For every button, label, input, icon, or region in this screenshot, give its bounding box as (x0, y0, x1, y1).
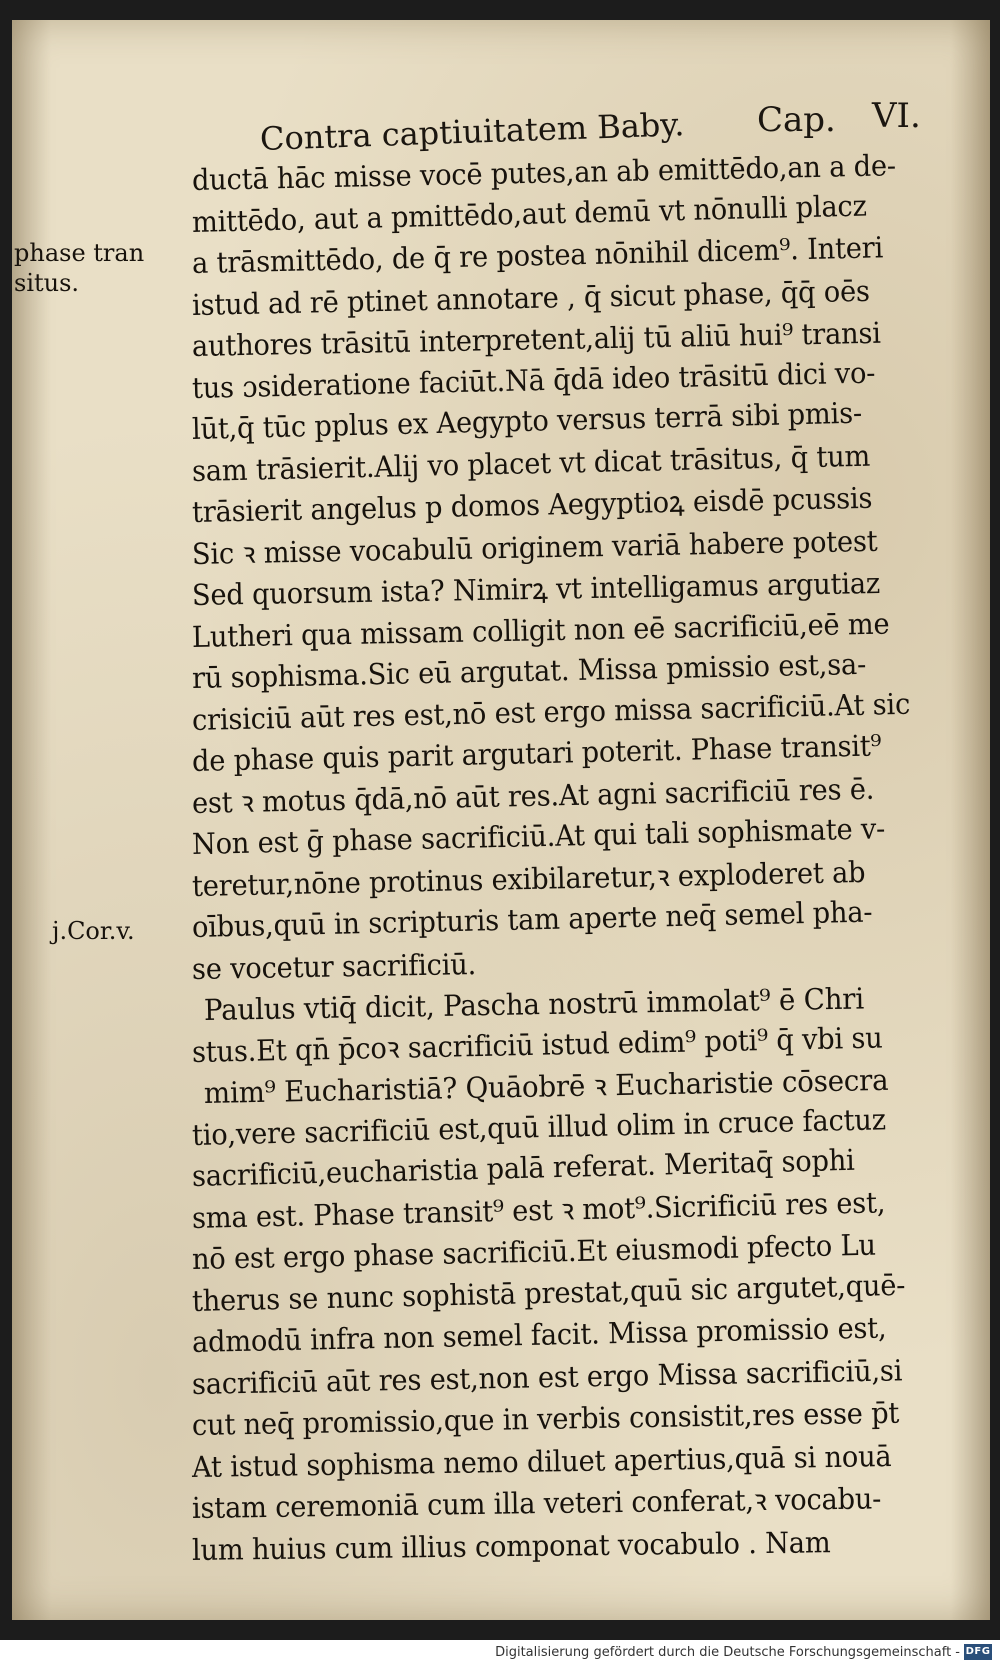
text-line: sacrificiū,eucharistia palā referat. Meritaq̄ sophi (191, 1142, 856, 1193)
margin-note-corinthians: j.Cor.v. (52, 917, 135, 945)
text-line: Sic ꝛ misse vocabulū originem variā habere potest (191, 523, 878, 571)
running-head: Contra captiuitatem Baby. (259, 105, 685, 158)
text-line: est ꝛ motus q̄dā,nō aūt res.At agni sacrificiū res ē. (191, 771, 875, 820)
text-line: se vocetur sacrificiū. (191, 946, 477, 986)
text-line: istam ceremoniā cum illa veteri conferat,ꝛ vocabu- (191, 1481, 882, 1525)
digitization-footer (0, 1640, 1000, 1668)
text-line: Lutheri qua missam colligit non eē sacrificiū,eē me (191, 606, 890, 654)
text-line: trāsierit angelus p domos Aegyptioꝝ eisdē pcussis (191, 480, 873, 529)
margin-note-situs: situs. (14, 269, 80, 297)
text-line: stus.Et qn̄ p̄coꝛ sacrificiū istud edim⁹ poti⁹ q̄ vbi su (191, 1020, 883, 1069)
chapter-label: Cap. (757, 100, 836, 140)
text-line: lum huius cum illius componat vocabulo . Nam (191, 1524, 831, 1567)
text-line: a trāsmittēdo, de q̄ re postea nōnihil dicem⁹. Interi (191, 230, 884, 280)
text-line: mim⁹ Eucharistiā? Quāobrē ꝛ Eucharistie cōsecra (203, 1062, 889, 1110)
body-text (191, 148, 1000, 1571)
text-line: therus se nunc sophistā prestat,quū sic argutet,quē- (191, 1267, 906, 1318)
text-line: mittēdo, aut a pmittēdo,aut demū vt nōnulli placz (191, 188, 868, 239)
text-line: authores trāsitū interpretent,alij tū aliū hui⁹ transi (191, 315, 882, 363)
text-line: istud ad rē ptinet annotare , q̄ sicut phase, q̄q̄ oēs (191, 273, 871, 322)
text-line: sam trāsierit.Alij vo placet vt dicat trāsitus, q̄ tum (191, 438, 871, 488)
text-line: Non est ḡ phase sacrificiū.At qui tali sophismate v- (191, 811, 886, 861)
funding-notice: Digitalisierung gefördert durch die Deutsche Forschungsgemeinschaft - (495, 1645, 960, 1660)
text-line: At istud sophisma nemo diluet apertius,quā si nouā (191, 1438, 892, 1484)
text-line: de phase quis parit argutari poterit. Phase transit⁹ (191, 728, 882, 778)
text-line: oībus,quū in scripturis tam aperte neq̄ semel pha- (191, 894, 873, 944)
chapter-number: VI. (872, 96, 921, 136)
text-line: tio,vere sacrificiū est,quū illud olim in cruce factuz (191, 1101, 887, 1152)
book-page (12, 20, 990, 1620)
margin-note-phase: phase tran (14, 239, 145, 267)
dfg-logo: DFG (964, 1644, 992, 1660)
text-line: nō est ergo phase sacrificiū.Et eiusmodi pfecto Lu (191, 1227, 877, 1276)
text-line: Sed quorsum ista? Nimirꝝ vt intelligamus argutiaz (191, 565, 881, 612)
text-line: tus ɔsideratione faciūt.Nā q̄dā ideo trāsitū dici vo- (191, 355, 876, 405)
text-line: cut neq̄ promissio,que in verbis consistit,res esse p̄t (191, 1395, 900, 1442)
text-line: crisiciū aūt res est,nō est ergo missa sacrificiū.At sic (191, 686, 911, 737)
text-line: teretur,nōne protinus exibilaretur,ꝛ exploderet ab (191, 854, 866, 903)
text-line: ductā hāc misse vocē putes,an ab emittēdo,an a de- (191, 148, 897, 197)
text-line: lūt,q̄ tūc pplus ex Aegypto versus terrā sibi pmis- (191, 395, 863, 446)
text-line: Paulus vtiq̄ dicit, Pascha nostrū immolat⁹ ē Chri (203, 981, 865, 1027)
text-line: sacrificiū aūt res est,non est ergo Missa sacrificiū,si (191, 1352, 903, 1401)
text-line: admodū infra non semel facit. Missa promissio est, (191, 1310, 887, 1359)
text-line: rū sophisma.Sic eū argutat. Missa pmissio est,sa- (191, 646, 867, 695)
text-line: sma est. Phase transit⁹ est ꝛ mot⁹.Sicrificiū res est, (191, 1184, 886, 1235)
